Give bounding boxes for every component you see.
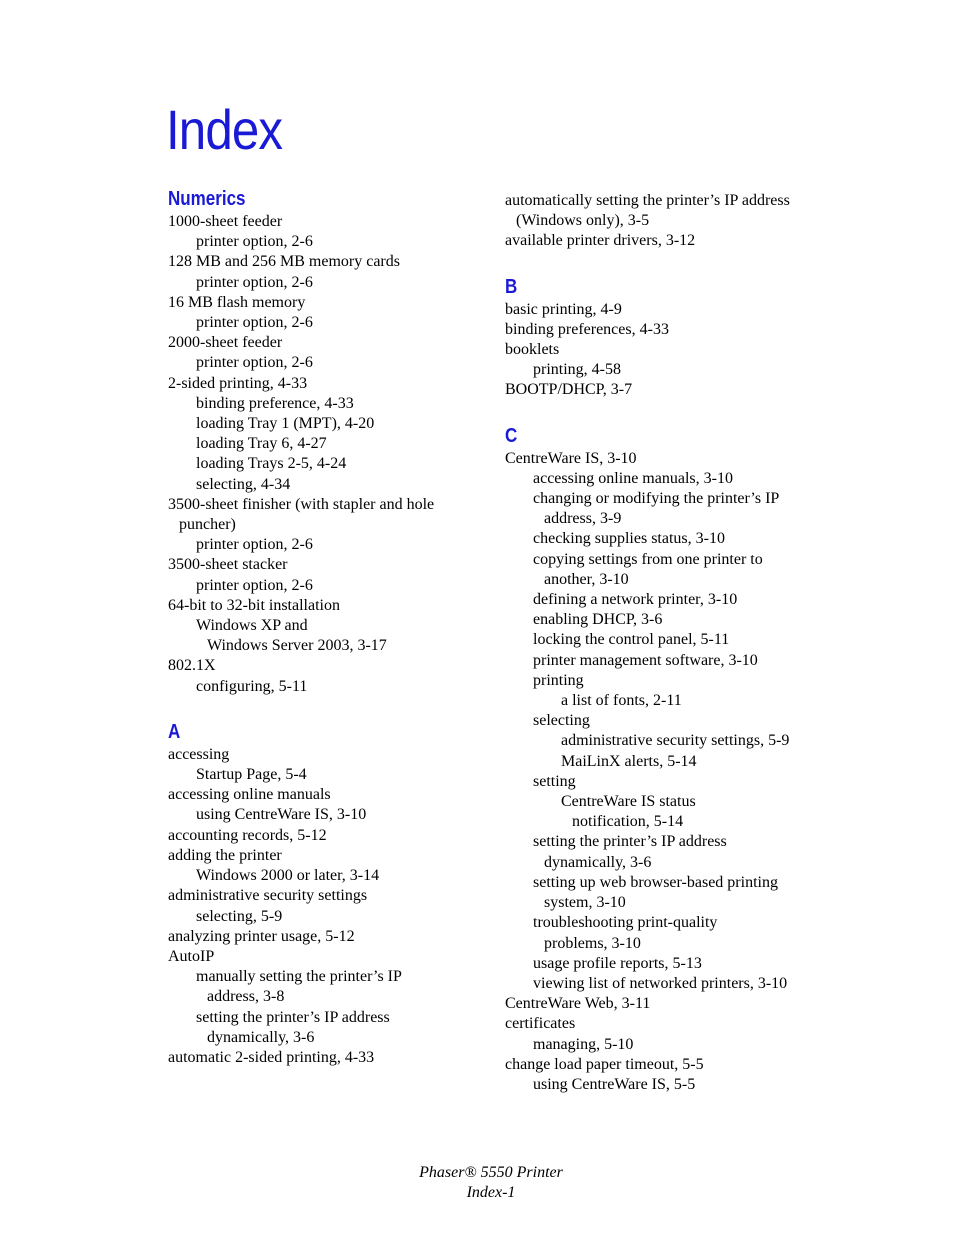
index-subentry: accessing online manuals, 3-10	[533, 469, 733, 487]
index-entry: BOOTP/DHCP, 3-7	[505, 381, 633, 399]
page-footer	[0, 1163, 954, 1203]
index-subentry: configuring, 5-11	[196, 677, 308, 695]
index-entry: available printer drivers, 3-12	[505, 232, 696, 250]
index-section-heading: Numerics	[168, 188, 246, 210]
section-gap	[505, 401, 835, 423]
index-subentry: Windows XP and	[196, 617, 308, 635]
index-subentry: printer option, 2-6	[196, 314, 313, 332]
index-entry-continuation: notification, 5-14	[572, 813, 684, 831]
index-entry-continuation: another, 3-10	[544, 570, 629, 588]
index-subentry: enabling DHCP, 3-6	[533, 611, 663, 629]
index-subentry: CentreWare IS status	[561, 793, 696, 811]
index-column-right	[505, 191, 835, 1095]
index-entry: accessing online manuals	[168, 786, 331, 804]
index-entry-continuation: (Windows only), 3-5	[516, 212, 650, 230]
index-subentry: Windows 2000 or later, 3-14	[196, 867, 380, 885]
index-entry: change load paper timeout, 5-5	[505, 1055, 704, 1073]
index-entry-continuation: system, 3-10	[544, 894, 626, 912]
index-entry: automatic 2-sided printing, 4-33	[168, 1048, 375, 1066]
index-entry-continuation: Windows Server 2003, 3-17	[207, 637, 387, 655]
index-entry: certificates	[505, 1015, 576, 1033]
index-subentry: defining a network printer, 3-10	[533, 591, 738, 609]
index-subentry: managing, 5-10	[533, 1035, 634, 1053]
index-subentry: loading Tray 6, 4-27	[196, 435, 327, 453]
index-subentry: copying settings from one printer to	[533, 550, 763, 568]
index-subentry: setting the printer’s IP address	[533, 833, 727, 851]
index-entry: analyzing printer usage, 5-12	[168, 927, 355, 945]
index-entry: binding preferences, 4-33	[505, 320, 669, 338]
index-subentry: manually setting the printer’s IP	[196, 968, 402, 986]
index-entry: 2-sided printing, 4-33	[168, 374, 308, 392]
index-subentry: troubleshooting print-quality	[533, 914, 718, 932]
index-subentry: printer option, 2-6	[196, 576, 313, 594]
index-subentry: printing	[533, 671, 584, 689]
index-subentry: a list of fonts, 2-11	[561, 692, 682, 710]
index-entry-continuation: address, 3-9	[544, 510, 622, 528]
page-title: Index	[166, 98, 283, 161]
section-gap	[168, 697, 488, 719]
index-subentry: selecting	[533, 712, 590, 730]
index-subentry: printer option, 2-6	[196, 354, 313, 372]
index-entry: booklets	[505, 341, 560, 359]
index-subentry: printing, 4-58	[533, 361, 621, 379]
index-subentry: printer option, 2-6	[196, 536, 313, 554]
index-subentry: viewing list of networked printers, 3-10	[533, 974, 788, 992]
index-subentry: checking supplies status, 3-10	[533, 530, 725, 548]
index-entry: 16 MB flash memory	[168, 293, 306, 311]
index-entry: 64-bit to 32-bit installation	[168, 596, 340, 614]
index-entry: administrative security settings	[168, 887, 368, 905]
index-entry: accounting records, 5-12	[168, 826, 327, 844]
index-subentry: administrative security settings, 5-9	[561, 732, 790, 750]
index-entry: 128 MB and 256 MB memory cards	[168, 253, 400, 271]
index-entry-continuation: dynamically, 3-6	[207, 1028, 315, 1046]
index-entry: 2000-sheet feeder	[168, 334, 283, 352]
index-subentry: locking the control panel, 5-11	[533, 631, 730, 649]
index-section-heading: A	[168, 720, 181, 743]
index-subentry: selecting, 4-34	[196, 475, 291, 493]
footer-page-number: Index-1	[466, 1184, 516, 1201]
index-subentry: binding preference, 4-33	[196, 394, 354, 412]
index-entry: 3500-sheet finisher (with stapler and hole	[168, 495, 435, 513]
index-entry-continuation: address, 3-8	[207, 988, 285, 1006]
index-entry: 1000-sheet feeder	[168, 213, 283, 230]
index-subentry: printer option, 2-6	[196, 233, 313, 251]
index-subentry: changing or modifying the printer’s IP	[533, 490, 780, 508]
index-entry: basic printing, 4-9	[505, 300, 622, 318]
footer-product: Phaser® 5550 Printer	[419, 1164, 563, 1181]
index-entry: CentreWare Web, 3-11	[505, 995, 651, 1013]
section-gap	[505, 252, 835, 274]
index-column-left	[168, 186, 488, 1068]
index-subentry: printer management software, 3-10	[533, 651, 758, 669]
index-subentry: loading Trays 2-5, 4-24	[196, 455, 347, 473]
index-entry: CentreWare IS, 3-10	[505, 449, 637, 467]
index-subentry: usage profile reports, 5-13	[533, 954, 702, 972]
index-entry: automatically setting the printer’s IP address	[505, 192, 790, 209]
index-entry: 3500-sheet stacker	[168, 556, 288, 574]
index-entry: adding the printer	[168, 846, 282, 864]
index-entry-continuation: problems, 3-10	[544, 934, 641, 952]
index-entry: accessing	[168, 745, 230, 763]
index-entry: 802.1X	[168, 657, 216, 675]
index-subentry: setting the printer’s IP address	[196, 1008, 390, 1026]
index-entry-continuation: puncher)	[179, 516, 236, 534]
index-subentry: setting up web browser-based printing	[533, 873, 778, 891]
index-entry-continuation: dynamically, 3-6	[544, 853, 652, 871]
index-subentry: selecting, 5-9	[196, 907, 283, 925]
index-subentry: MaiLinX alerts, 5-14	[561, 752, 697, 770]
index-subentry: loading Tray 1 (MPT), 4-20	[196, 415, 375, 433]
index-section-heading: B	[505, 275, 518, 298]
index-entry: AutoIP	[168, 947, 215, 965]
index-subentry: Startup Page, 5-4	[196, 766, 307, 784]
index-subentry: using CentreWare IS, 5-5	[533, 1075, 696, 1093]
index-section-heading: C	[505, 424, 518, 447]
index-subentry: printer option, 2-6	[196, 273, 313, 291]
index-subentry: setting	[533, 772, 576, 790]
index-subentry: using CentreWare IS, 3-10	[196, 806, 367, 824]
